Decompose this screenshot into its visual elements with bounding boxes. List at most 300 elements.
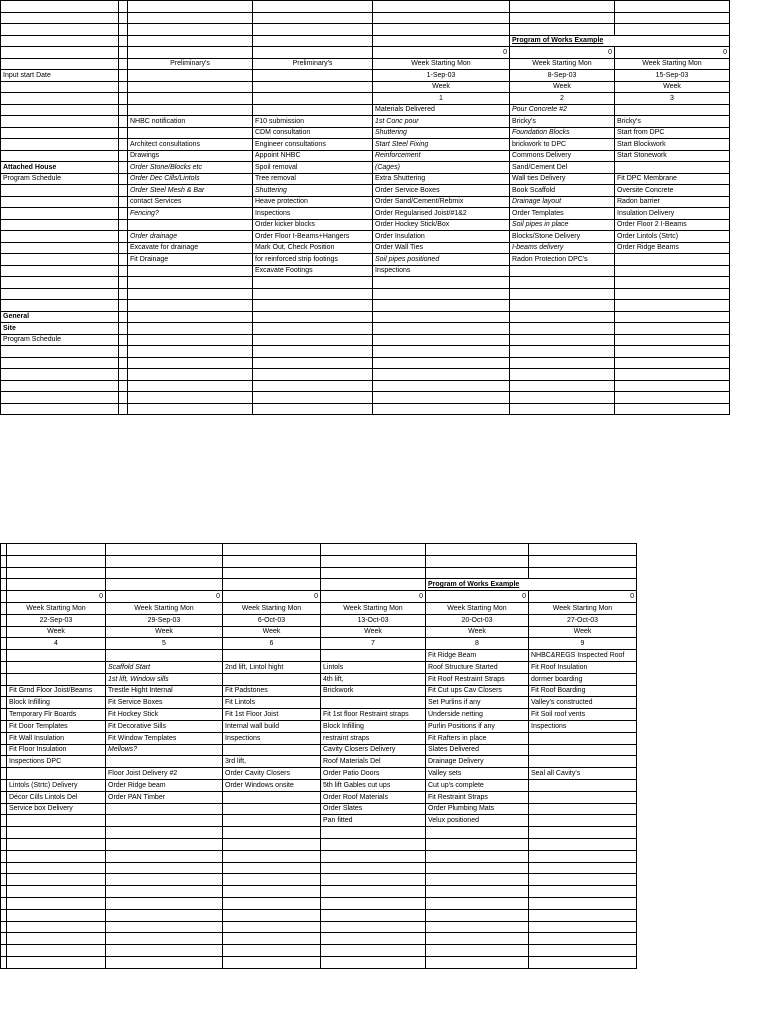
task-cell[interactable]: Valley's constructed xyxy=(529,697,637,709)
empty-cell[interactable] xyxy=(128,265,253,277)
empty-cell[interactable] xyxy=(119,369,128,381)
empty-cell[interactable] xyxy=(426,555,529,567)
task-cell[interactable]: Valley sets xyxy=(426,768,529,780)
task-cell[interactable]: (Cages) xyxy=(373,162,510,174)
empty-cell[interactable] xyxy=(128,346,253,358)
empty-cell[interactable] xyxy=(529,838,637,850)
column-header[interactable]: Week Starting Mon xyxy=(321,602,426,614)
empty-cell[interactable] xyxy=(321,874,426,886)
offset-zero[interactable]: 0 xyxy=(106,591,223,603)
task-cell[interactable]: Appoint NHBC xyxy=(253,150,373,162)
task-cell[interactable]: Fit Roof Restraint Straps xyxy=(426,673,529,685)
empty-cell[interactable] xyxy=(119,47,128,59)
empty-cell[interactable] xyxy=(119,12,128,24)
empty-cell[interactable] xyxy=(373,334,510,346)
empty-cell[interactable] xyxy=(373,323,510,335)
empty-cell[interactable] xyxy=(106,815,223,827)
empty-cell[interactable] xyxy=(253,357,373,369)
empty-cell[interactable] xyxy=(373,357,510,369)
task-cell[interactable]: Order kicker blocks xyxy=(253,219,373,231)
task-cell[interactable]: Shuttering xyxy=(373,127,510,139)
task-cell[interactable]: Book Scaffold xyxy=(510,185,615,197)
task-cell[interactable]: Fit Door Templates xyxy=(7,720,106,732)
task-cell[interactable]: for reinforced strip footings xyxy=(253,254,373,266)
task-cell[interactable]: Mark Out, Check Position xyxy=(253,242,373,254)
empty-cell[interactable] xyxy=(373,35,510,47)
section-label[interactable]: Attached House xyxy=(1,162,119,174)
task-cell[interactable]: Soil pipes positioned xyxy=(373,254,510,266)
empty-cell[interactable] xyxy=(426,838,529,850)
empty-cell[interactable] xyxy=(106,579,223,591)
empty-cell[interactable] xyxy=(106,921,223,933)
empty-cell[interactable] xyxy=(7,850,106,862)
empty-cell[interactable] xyxy=(615,1,730,13)
empty-cell[interactable] xyxy=(529,921,637,933)
empty-cell[interactable] xyxy=(223,791,321,803)
task-cell[interactable]: Order Cavity Closers xyxy=(223,768,321,780)
task-cell[interactable]: Purlin Positions if any xyxy=(426,720,529,732)
empty-cell[interactable] xyxy=(615,311,730,323)
empty-cell[interactable] xyxy=(1,81,119,93)
empty-cell[interactable] xyxy=(321,579,426,591)
task-cell[interactable]: NHBC notification xyxy=(128,116,253,128)
empty-cell[interactable] xyxy=(510,392,615,404)
empty-cell[interactable] xyxy=(119,392,128,404)
empty-cell[interactable] xyxy=(223,897,321,909)
empty-cell[interactable] xyxy=(253,346,373,358)
task-cell[interactable]: Materials Delivered xyxy=(373,104,510,116)
empty-cell[interactable] xyxy=(426,921,529,933)
task-cell[interactable]: Décor Cills Lintols Del xyxy=(7,791,106,803)
empty-cell[interactable] xyxy=(106,933,223,945)
empty-cell[interactable] xyxy=(1,288,119,300)
empty-cell[interactable] xyxy=(529,909,637,921)
task-cell[interactable]: I-beams delivery xyxy=(510,242,615,254)
offset-zero[interactable]: 0 xyxy=(510,47,615,59)
empty-cell[interactable] xyxy=(529,827,637,839)
empty-cell[interactable] xyxy=(1,231,119,243)
empty-cell[interactable] xyxy=(128,277,253,289)
week-label[interactable]: Week xyxy=(426,626,529,638)
task-cell[interactable]: contact Services xyxy=(128,196,253,208)
empty-cell[interactable] xyxy=(119,196,128,208)
offset-zero[interactable]: 0 xyxy=(426,591,529,603)
empty-cell[interactable] xyxy=(426,862,529,874)
empty-cell[interactable] xyxy=(529,791,637,803)
empty-cell[interactable] xyxy=(373,288,510,300)
offset-zero[interactable]: 0 xyxy=(321,591,426,603)
empty-cell[interactable] xyxy=(7,544,106,556)
empty-cell[interactable] xyxy=(426,933,529,945)
empty-cell[interactable] xyxy=(128,93,253,105)
task-cell[interactable]: Fencing? xyxy=(128,208,253,220)
task-cell[interactable]: Fit Cut ups Cav Closers xyxy=(426,685,529,697)
empty-cell[interactable] xyxy=(119,254,128,266)
empty-cell[interactable] xyxy=(7,874,106,886)
empty-cell[interactable] xyxy=(119,70,128,82)
empty-cell[interactable] xyxy=(106,803,223,815)
empty-cell[interactable] xyxy=(119,334,128,346)
empty-cell[interactable] xyxy=(128,47,253,59)
empty-cell[interactable] xyxy=(529,933,637,945)
task-cell[interactable]: 1st Conc pour xyxy=(373,116,510,128)
task-cell[interactable]: Fit Wall Insulation xyxy=(7,732,106,744)
task-cell[interactable]: Fit DPC Membrane xyxy=(615,173,730,185)
week-start-date[interactable]: 27-Oct-03 xyxy=(529,614,637,626)
empty-cell[interactable] xyxy=(1,392,119,404)
empty-cell[interactable] xyxy=(373,392,510,404)
empty-cell[interactable] xyxy=(119,288,128,300)
task-cell[interactable]: Internal wall build xyxy=(223,720,321,732)
task-cell[interactable]: Start Steel Fixing xyxy=(373,139,510,151)
task-cell[interactable]: Inspections xyxy=(373,265,510,277)
empty-cell[interactable] xyxy=(223,827,321,839)
empty-cell[interactable] xyxy=(119,208,128,220)
empty-cell[interactable] xyxy=(1,277,119,289)
empty-cell[interactable] xyxy=(321,544,426,556)
empty-cell[interactable] xyxy=(510,1,615,13)
empty-cell[interactable] xyxy=(119,231,128,243)
task-cell[interactable]: Fit Hockey Stick xyxy=(106,709,223,721)
empty-cell[interactable] xyxy=(321,945,426,957)
empty-cell[interactable] xyxy=(106,862,223,874)
empty-cell[interactable] xyxy=(373,1,510,13)
week-start-date[interactable]: 1-Sep-03 xyxy=(373,70,510,82)
week-label[interactable]: Week xyxy=(7,626,106,638)
empty-cell[interactable] xyxy=(7,886,106,898)
task-cell[interactable]: Order Hockey Stick/Box xyxy=(373,219,510,231)
empty-cell[interactable] xyxy=(106,909,223,921)
empty-cell[interactable] xyxy=(529,756,637,768)
empty-cell[interactable] xyxy=(223,744,321,756)
empty-cell[interactable] xyxy=(529,815,637,827)
empty-cell[interactable] xyxy=(321,827,426,839)
empty-cell[interactable] xyxy=(1,346,119,358)
empty-cell[interactable] xyxy=(373,277,510,289)
empty-cell[interactable] xyxy=(128,81,253,93)
empty-cell[interactable] xyxy=(1,185,119,197)
empty-cell[interactable] xyxy=(529,850,637,862)
empty-cell[interactable] xyxy=(529,544,637,556)
task-cell[interactable]: Order Wall Ties xyxy=(373,242,510,254)
empty-cell[interactable] xyxy=(119,219,128,231)
column-header[interactable]: Preliminary's xyxy=(128,58,253,70)
empty-cell[interactable] xyxy=(7,956,106,968)
task-cell[interactable]: Trestle Hight Internal xyxy=(106,685,223,697)
empty-cell[interactable] xyxy=(615,12,730,24)
empty-cell[interactable] xyxy=(373,369,510,381)
empty-cell[interactable] xyxy=(253,392,373,404)
task-cell[interactable]: Order Sand/Cement/Rebmix xyxy=(373,196,510,208)
empty-cell[interactable] xyxy=(1,35,119,47)
task-cell[interactable]: Order Plumbing Mats xyxy=(426,803,529,815)
empty-cell[interactable] xyxy=(529,862,637,874)
week-number[interactable]: 1 xyxy=(373,93,510,105)
column-header[interactable]: Week Starting Mon xyxy=(510,58,615,70)
empty-cell[interactable] xyxy=(119,311,128,323)
week-number[interactable]: 7 xyxy=(321,638,426,650)
empty-cell[interactable] xyxy=(119,139,128,151)
empty-cell[interactable] xyxy=(119,93,128,105)
empty-cell[interactable] xyxy=(223,815,321,827)
empty-cell[interactable] xyxy=(128,334,253,346)
empty-cell[interactable] xyxy=(373,346,510,358)
empty-cell[interactable] xyxy=(106,567,223,579)
empty-cell[interactable] xyxy=(223,673,321,685)
task-cell[interactable]: Reinforcement xyxy=(373,150,510,162)
empty-cell[interactable] xyxy=(1,357,119,369)
column-header[interactable]: Preliminary's xyxy=(253,58,373,70)
task-cell[interactable]: Roof Structure Started xyxy=(426,661,529,673)
task-cell[interactable]: Order Regularised Joist/#1&2 xyxy=(373,208,510,220)
empty-cell[interactable] xyxy=(223,945,321,957)
week-number[interactable]: 2 xyxy=(510,93,615,105)
empty-cell[interactable] xyxy=(510,24,615,36)
empty-cell[interactable] xyxy=(223,921,321,933)
empty-cell[interactable] xyxy=(119,81,128,93)
empty-cell[interactable] xyxy=(510,380,615,392)
empty-cell[interactable] xyxy=(106,897,223,909)
empty-cell[interactable] xyxy=(119,58,128,70)
empty-cell[interactable] xyxy=(426,886,529,898)
empty-cell[interactable] xyxy=(615,346,730,358)
empty-cell[interactable] xyxy=(426,909,529,921)
empty-cell[interactable] xyxy=(119,116,128,128)
empty-cell[interactable] xyxy=(615,265,730,277)
empty-cell[interactable] xyxy=(106,886,223,898)
task-cell[interactable]: 1st lift, Window sills xyxy=(106,673,223,685)
task-cell[interactable]: Fit Soil roof vents xyxy=(529,709,637,721)
task-cell[interactable]: Seal all Cavity's xyxy=(529,768,637,780)
task-cell[interactable]: Order Service Boxes xyxy=(373,185,510,197)
offset-zero[interactable]: 0 xyxy=(373,47,510,59)
task-cell[interactable]: Slates Delivered xyxy=(426,744,529,756)
task-cell[interactable]: Pour Concrete #2 xyxy=(510,104,615,116)
empty-cell[interactable] xyxy=(615,24,730,36)
empty-cell[interactable] xyxy=(1,139,119,151)
empty-cell[interactable] xyxy=(128,311,253,323)
empty-cell[interactable] xyxy=(119,357,128,369)
empty-cell[interactable] xyxy=(426,956,529,968)
column-header[interactable]: Week Starting Mon xyxy=(529,602,637,614)
empty-cell[interactable] xyxy=(426,897,529,909)
input-start-date-label[interactable]: Input start Date xyxy=(1,70,119,82)
task-cell[interactable]: Start Blockwork xyxy=(615,139,730,151)
empty-cell[interactable] xyxy=(1,116,119,128)
empty-cell[interactable] xyxy=(7,827,106,839)
empty-cell[interactable] xyxy=(1,300,119,312)
task-cell[interactable]: Fit Drainage xyxy=(128,254,253,266)
empty-cell[interactable] xyxy=(128,403,253,415)
empty-cell[interactable] xyxy=(223,567,321,579)
empty-cell[interactable] xyxy=(1,403,119,415)
week-label[interactable]: Week xyxy=(321,626,426,638)
empty-cell[interactable] xyxy=(119,104,128,116)
empty-cell[interactable] xyxy=(7,815,106,827)
task-cell[interactable]: Order Stone/Blocks etc xyxy=(128,162,253,174)
empty-cell[interactable] xyxy=(128,219,253,231)
column-header[interactable]: Week Starting Mon xyxy=(7,602,106,614)
empty-cell[interactable] xyxy=(106,850,223,862)
empty-cell[interactable] xyxy=(253,288,373,300)
empty-cell[interactable] xyxy=(529,897,637,909)
week-number[interactable]: 3 xyxy=(615,93,730,105)
empty-cell[interactable] xyxy=(321,956,426,968)
empty-cell[interactable] xyxy=(119,277,128,289)
empty-cell[interactable] xyxy=(510,12,615,24)
empty-cell[interactable] xyxy=(119,173,128,185)
task-cell[interactable]: Order Lintols (Strtc) xyxy=(615,231,730,243)
column-header[interactable]: Week Starting Mon xyxy=(426,602,529,614)
empty-cell[interactable] xyxy=(426,850,529,862)
empty-cell[interactable] xyxy=(253,323,373,335)
empty-cell[interactable] xyxy=(119,1,128,13)
task-cell[interactable]: Inspections xyxy=(223,732,321,744)
empty-cell[interactable] xyxy=(128,323,253,335)
empty-cell[interactable] xyxy=(321,567,426,579)
task-cell[interactable]: Spoil removal xyxy=(253,162,373,174)
empty-cell[interactable] xyxy=(426,567,529,579)
empty-cell[interactable] xyxy=(253,81,373,93)
empty-cell[interactable] xyxy=(223,874,321,886)
empty-cell[interactable] xyxy=(253,1,373,13)
empty-cell[interactable] xyxy=(253,311,373,323)
empty-cell[interactable] xyxy=(128,104,253,116)
empty-cell[interactable] xyxy=(529,945,637,957)
empty-cell[interactable] xyxy=(373,24,510,36)
task-cell[interactable]: Order PAN Timber xyxy=(106,791,223,803)
task-cell[interactable]: Fit Lintols xyxy=(223,697,321,709)
week-start-date[interactable]: 15-Sep-03 xyxy=(615,70,730,82)
task-cell[interactable]: Order Steel Mesh & Bar xyxy=(128,185,253,197)
task-cell[interactable]: Order Patio Doors xyxy=(321,768,426,780)
empty-cell[interactable] xyxy=(128,127,253,139)
empty-cell[interactable] xyxy=(106,555,223,567)
empty-cell[interactable] xyxy=(529,956,637,968)
empty-cell[interactable] xyxy=(321,921,426,933)
column-header[interactable]: Week Starting Mon xyxy=(106,602,223,614)
empty-cell[interactable] xyxy=(7,838,106,850)
empty-cell[interactable] xyxy=(529,732,637,744)
empty-cell[interactable] xyxy=(128,369,253,381)
empty-cell[interactable] xyxy=(321,862,426,874)
empty-cell[interactable] xyxy=(106,838,223,850)
empty-cell[interactable] xyxy=(119,242,128,254)
task-cell[interactable]: Fit Ridge Beam xyxy=(426,650,529,662)
empty-cell[interactable] xyxy=(615,162,730,174)
empty-cell[interactable] xyxy=(321,933,426,945)
task-cell[interactable]: Roof Materials Del xyxy=(321,756,426,768)
empty-cell[interactable] xyxy=(253,12,373,24)
task-cell[interactable]: Floor Joist Delivery #2 xyxy=(106,768,223,780)
empty-cell[interactable] xyxy=(321,697,426,709)
task-cell[interactable]: Engineer consultations xyxy=(253,139,373,151)
empty-cell[interactable] xyxy=(223,650,321,662)
task-cell[interactable]: Tree removal xyxy=(253,173,373,185)
empty-cell[interactable] xyxy=(321,650,426,662)
empty-cell[interactable] xyxy=(223,555,321,567)
empty-cell[interactable] xyxy=(615,104,730,116)
empty-cell[interactable] xyxy=(223,862,321,874)
task-cell[interactable]: Excavate Footings xyxy=(253,265,373,277)
task-cell[interactable]: Block Infilling xyxy=(7,697,106,709)
empty-cell[interactable] xyxy=(1,242,119,254)
empty-cell[interactable] xyxy=(223,956,321,968)
empty-cell[interactable] xyxy=(128,70,253,82)
empty-cell[interactable] xyxy=(119,265,128,277)
empty-cell[interactable] xyxy=(373,380,510,392)
empty-cell[interactable] xyxy=(7,909,106,921)
empty-cell[interactable] xyxy=(253,35,373,47)
empty-cell[interactable] xyxy=(529,555,637,567)
week-start-date[interactable]: 13-Oct-03 xyxy=(321,614,426,626)
empty-cell[interactable] xyxy=(128,35,253,47)
empty-cell[interactable] xyxy=(1,380,119,392)
empty-cell[interactable] xyxy=(253,104,373,116)
empty-cell[interactable] xyxy=(510,323,615,335)
task-cell[interactable]: Brickwork xyxy=(321,685,426,697)
empty-cell[interactable] xyxy=(253,334,373,346)
task-cell[interactable]: Foundation Blocks xyxy=(510,127,615,139)
empty-cell[interactable] xyxy=(529,779,637,791)
task-cell[interactable]: Architect consultations xyxy=(128,139,253,151)
task-cell[interactable]: Order Dec Cills/Lintols xyxy=(128,173,253,185)
empty-cell[interactable] xyxy=(426,544,529,556)
task-cell[interactable]: Order Insulation xyxy=(373,231,510,243)
task-cell[interactable]: Scaffold Start xyxy=(106,661,223,673)
empty-cell[interactable] xyxy=(615,254,730,266)
task-cell[interactable]: Commons Delivery xyxy=(510,150,615,162)
task-cell[interactable]: Inspections DPC xyxy=(7,756,106,768)
offset-zero[interactable]: 0 xyxy=(529,591,637,603)
empty-cell[interactable] xyxy=(253,47,373,59)
task-cell[interactable]: Order Slates xyxy=(321,803,426,815)
task-cell[interactable]: Fit Service Boxes xyxy=(106,697,223,709)
empty-cell[interactable] xyxy=(321,897,426,909)
week-label[interactable]: Week xyxy=(615,81,730,93)
task-cell[interactable]: Fit Rafters in place xyxy=(426,732,529,744)
empty-cell[interactable] xyxy=(373,300,510,312)
week-number[interactable]: 8 xyxy=(426,638,529,650)
empty-cell[interactable] xyxy=(529,567,637,579)
empty-cell[interactable] xyxy=(7,921,106,933)
task-cell[interactable]: Insulation Delivery xyxy=(615,208,730,220)
task-cell[interactable]: Fit 1st floor Restraint straps xyxy=(321,709,426,721)
section-label[interactable]: Program Schedule xyxy=(1,173,119,185)
empty-cell[interactable] xyxy=(106,650,223,662)
task-cell[interactable]: Soil pipes in place xyxy=(510,219,615,231)
week-label[interactable]: Week xyxy=(223,626,321,638)
week-label[interactable]: Week xyxy=(106,626,223,638)
task-cell[interactable]: Service box Delivery xyxy=(7,803,106,815)
section-general[interactable]: General xyxy=(1,311,119,323)
empty-cell[interactable] xyxy=(128,380,253,392)
empty-cell[interactable] xyxy=(7,661,106,673)
task-cell[interactable]: Order Ridge beam xyxy=(106,779,223,791)
empty-cell[interactable] xyxy=(510,403,615,415)
empty-cell[interactable] xyxy=(615,334,730,346)
empty-cell[interactable] xyxy=(7,933,106,945)
empty-cell[interactable] xyxy=(253,403,373,415)
empty-cell[interactable] xyxy=(128,12,253,24)
task-cell[interactable]: Order Roof Materials xyxy=(321,791,426,803)
empty-cell[interactable] xyxy=(128,24,253,36)
empty-cell[interactable] xyxy=(529,886,637,898)
empty-cell[interactable] xyxy=(7,768,106,780)
empty-cell[interactable] xyxy=(119,35,128,47)
empty-cell[interactable] xyxy=(426,945,529,957)
task-cell[interactable]: Bricky's xyxy=(510,116,615,128)
